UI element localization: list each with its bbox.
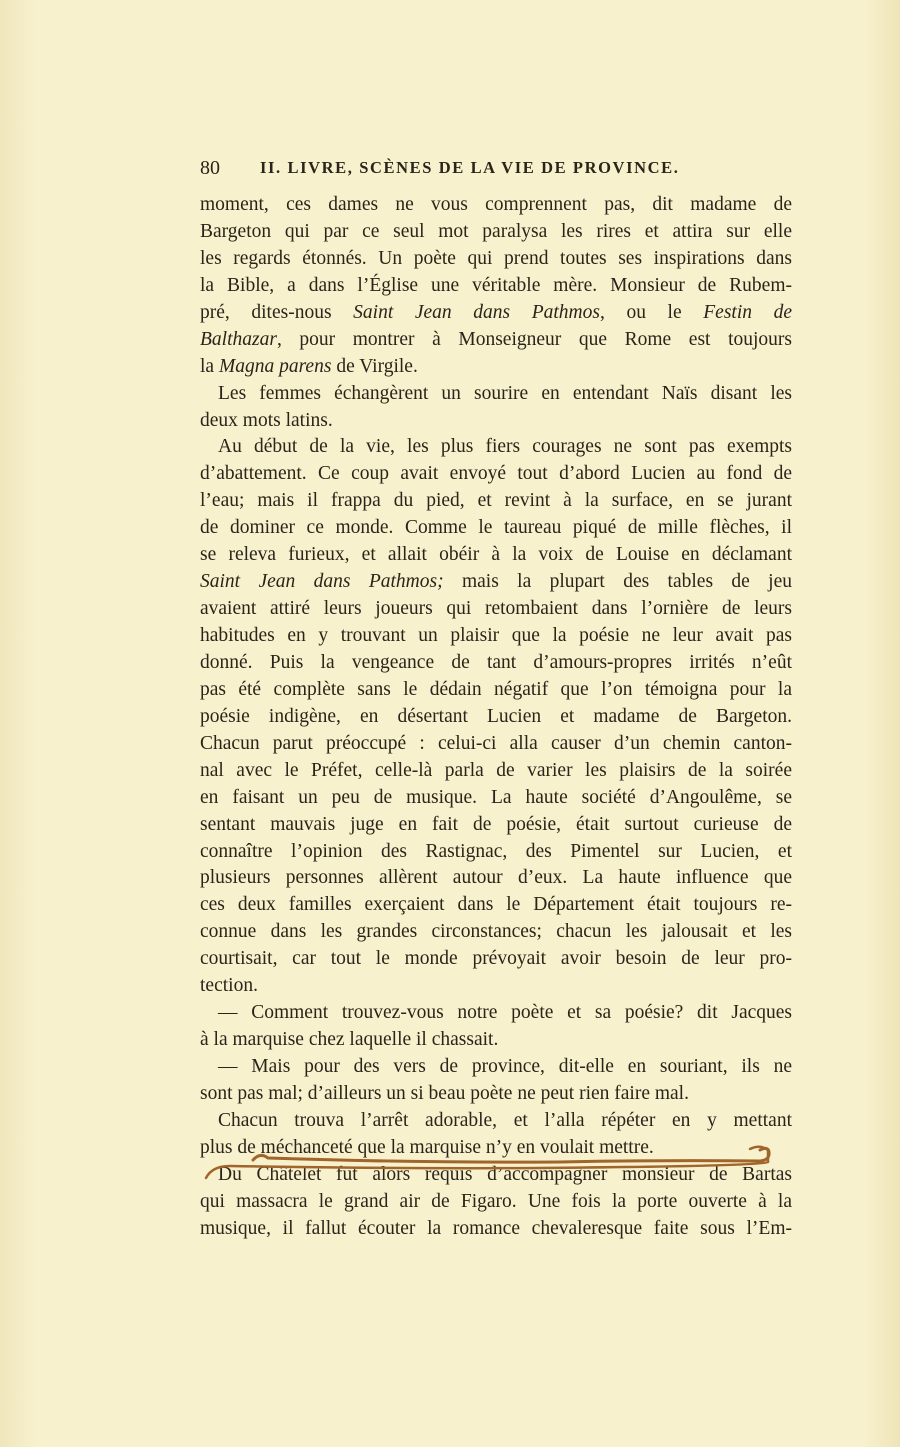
line-text: nal avec le Préfet, celle-là parla de varier les plaisirs de la soirée — [200, 759, 792, 781]
line-text: , ou le — [599, 301, 704, 323]
line-text: Chacun trouva l’arrêt adorable, et l’alla répéter en y mettant — [218, 1109, 792, 1131]
page-number: 80 — [200, 157, 220, 179]
line-text: sentant mauvais juge en fait de poésie, était surtout curieuse de — [200, 813, 792, 835]
text-line — [200, 408, 792, 435]
text-line — [200, 327, 792, 354]
text-line — [200, 839, 792, 866]
text-line — [200, 354, 792, 381]
line-text: — Comment trouvez-vous notre poète et sa poésie? dit Jacques — [218, 1002, 792, 1024]
text-line — [200, 300, 792, 327]
line-text: sont pas mal; d’ailleurs un si beau poète ne peut rien faire mal. — [200, 1082, 689, 1104]
line-text: — Mais pour des vers de province, dit-elle en souriant, ils ne — [218, 1056, 792, 1077]
text-line — [200, 812, 792, 839]
line-text: qui massacra le grand air de Figaro. Une fois la porte ouverte à la — [200, 1190, 792, 1212]
line-text: d’abattement. Ce coup avait envoyé tout d’abord Lucien au fond de — [200, 463, 792, 485]
italic-title-text: Festin de — [703, 301, 793, 323]
text-line — [200, 569, 792, 596]
italic-title-text: Balthazar — [200, 328, 277, 350]
text-line — [200, 1135, 792, 1162]
text-line — [200, 192, 792, 219]
italic-title-text: Saint Jean dans Pathmos; — [200, 571, 444, 593]
text-line — [200, 919, 792, 946]
text-line — [200, 488, 792, 515]
line-text: poésie indigène, en désertant Lucien et madame de Bargeton. — [200, 705, 792, 727]
line-text: les regards étonnés. Un poète qui prend toutes ses inspirations dans — [200, 247, 792, 269]
body-text — [200, 192, 792, 1243]
line-text: habitudes en y trouvant un plaisir que la poésie ne leur avait pas — [200, 625, 792, 646]
line-text: Du Châtelet fut alors requis d’accompagner monsieur de Bartas — [218, 1163, 792, 1185]
text-line — [200, 731, 792, 758]
line-text: l’eau; mais il frappa du pied, et revint à la surface, en se jurant — [200, 490, 792, 512]
text-line — [200, 1000, 792, 1027]
line-text: connue dans les grandes circonstances; chacun les jalousait et les — [200, 921, 792, 943]
text-line — [200, 892, 792, 919]
line-text: moment, ces dames ne vous comprennent pas, dit madame de — [200, 194, 792, 215]
text-line — [200, 946, 792, 973]
line-text: Les femmes échangèrent un sourire en entendant Naïs disant les — [218, 382, 792, 404]
text-line — [200, 1108, 792, 1135]
line-text: la Bible, a dans l’Église une véritable mère. Monsieur de Rubem- — [200, 274, 792, 296]
text-line — [200, 273, 792, 300]
line-text: pré, dites-nous — [200, 301, 354, 323]
text-line — [200, 1189, 792, 1216]
text-line — [200, 1027, 792, 1054]
line-text: se releva furieux, et allait obéir à la voix de Louise en déclamant — [200, 544, 792, 566]
text-line — [200, 677, 792, 704]
line-text: Chacun parut préoccupé : celui-ci alla causer d’un chemin canton- — [200, 732, 792, 754]
line-text: avaient attiré leurs joueurs qui retombaient dans l’ornière de leurs — [200, 598, 792, 620]
line-text: à la marquise chez laquelle il chassait. — [200, 1029, 499, 1051]
text-line — [200, 1054, 792, 1081]
text-line — [200, 623, 792, 650]
line-text: Au début de la vie, les plus fiers courages ne sont pas exempts — [218, 436, 792, 458]
text-line — [200, 785, 792, 812]
italic-title-text: Magna parens — [218, 355, 332, 377]
text-line — [200, 865, 792, 892]
line-text: la — [200, 355, 219, 377]
line-text: , pour montrer à Monseigneur que Rome est toujours — [276, 328, 792, 350]
line-text: courtisait, car tout le monde prévoyait avoir besoin de leur pro- — [200, 948, 792, 970]
running-title: II. LIVRE, SCÈNES DE LA VIE DE PROVINCE. — [260, 158, 680, 177]
line-text: pas été complète sans le dédain négatif que l’on témoigna pour la — [200, 678, 792, 700]
text-line — [200, 542, 792, 569]
line-text: plus de méchanceté que la marquise n’y en voulait mettre. — [200, 1136, 654, 1158]
line-text: de dominer ce monde. Comme le taureau piqué de mille flèches, il — [200, 517, 792, 539]
text-line — [200, 704, 792, 731]
line-text: musique, il fallut écouter la romance chevaleresque faite sous l’Em- — [200, 1217, 792, 1239]
line-text: plusieurs personnes allèrent autour d’eux. La haute influence que — [200, 867, 792, 889]
line-text: Bargeton qui par ce seul mot paralysa les rires et attira sur elle — [200, 220, 792, 242]
text-line — [200, 1081, 792, 1108]
italic-title-text: Saint Jean dans Pathmos — [353, 301, 600, 323]
line-text: tection. — [200, 975, 258, 997]
text-line — [200, 1162, 792, 1189]
text-line — [200, 650, 792, 677]
text-line — [200, 596, 792, 623]
line-text: de Virgile. — [331, 355, 418, 377]
text-line — [200, 246, 792, 273]
text-line — [200, 219, 792, 246]
text-line — [200, 461, 792, 488]
text-line — [200, 758, 792, 785]
text-line — [200, 381, 792, 408]
line-text: donné. Puis la vengeance de tant d’amours-propres irrités n’eût — [200, 651, 792, 673]
running-header — [200, 157, 792, 187]
line-text: connaître l’opinion des Rastignac, des Pimentel sur Lucien, et — [200, 840, 792, 862]
line-text: deux mots latins. — [200, 409, 333, 431]
line-text: mais la plupart des tables de jeu — [443, 571, 793, 593]
text-line — [200, 973, 792, 1000]
text-line — [200, 1216, 792, 1243]
line-text: ces deux familles exerçaient dans le Département était toujours re- — [200, 894, 792, 916]
line-text: en faisant un peu de musique. La haute société d’Angoulême, se — [200, 786, 792, 808]
text-line — [200, 515, 792, 542]
text-line — [200, 434, 792, 461]
